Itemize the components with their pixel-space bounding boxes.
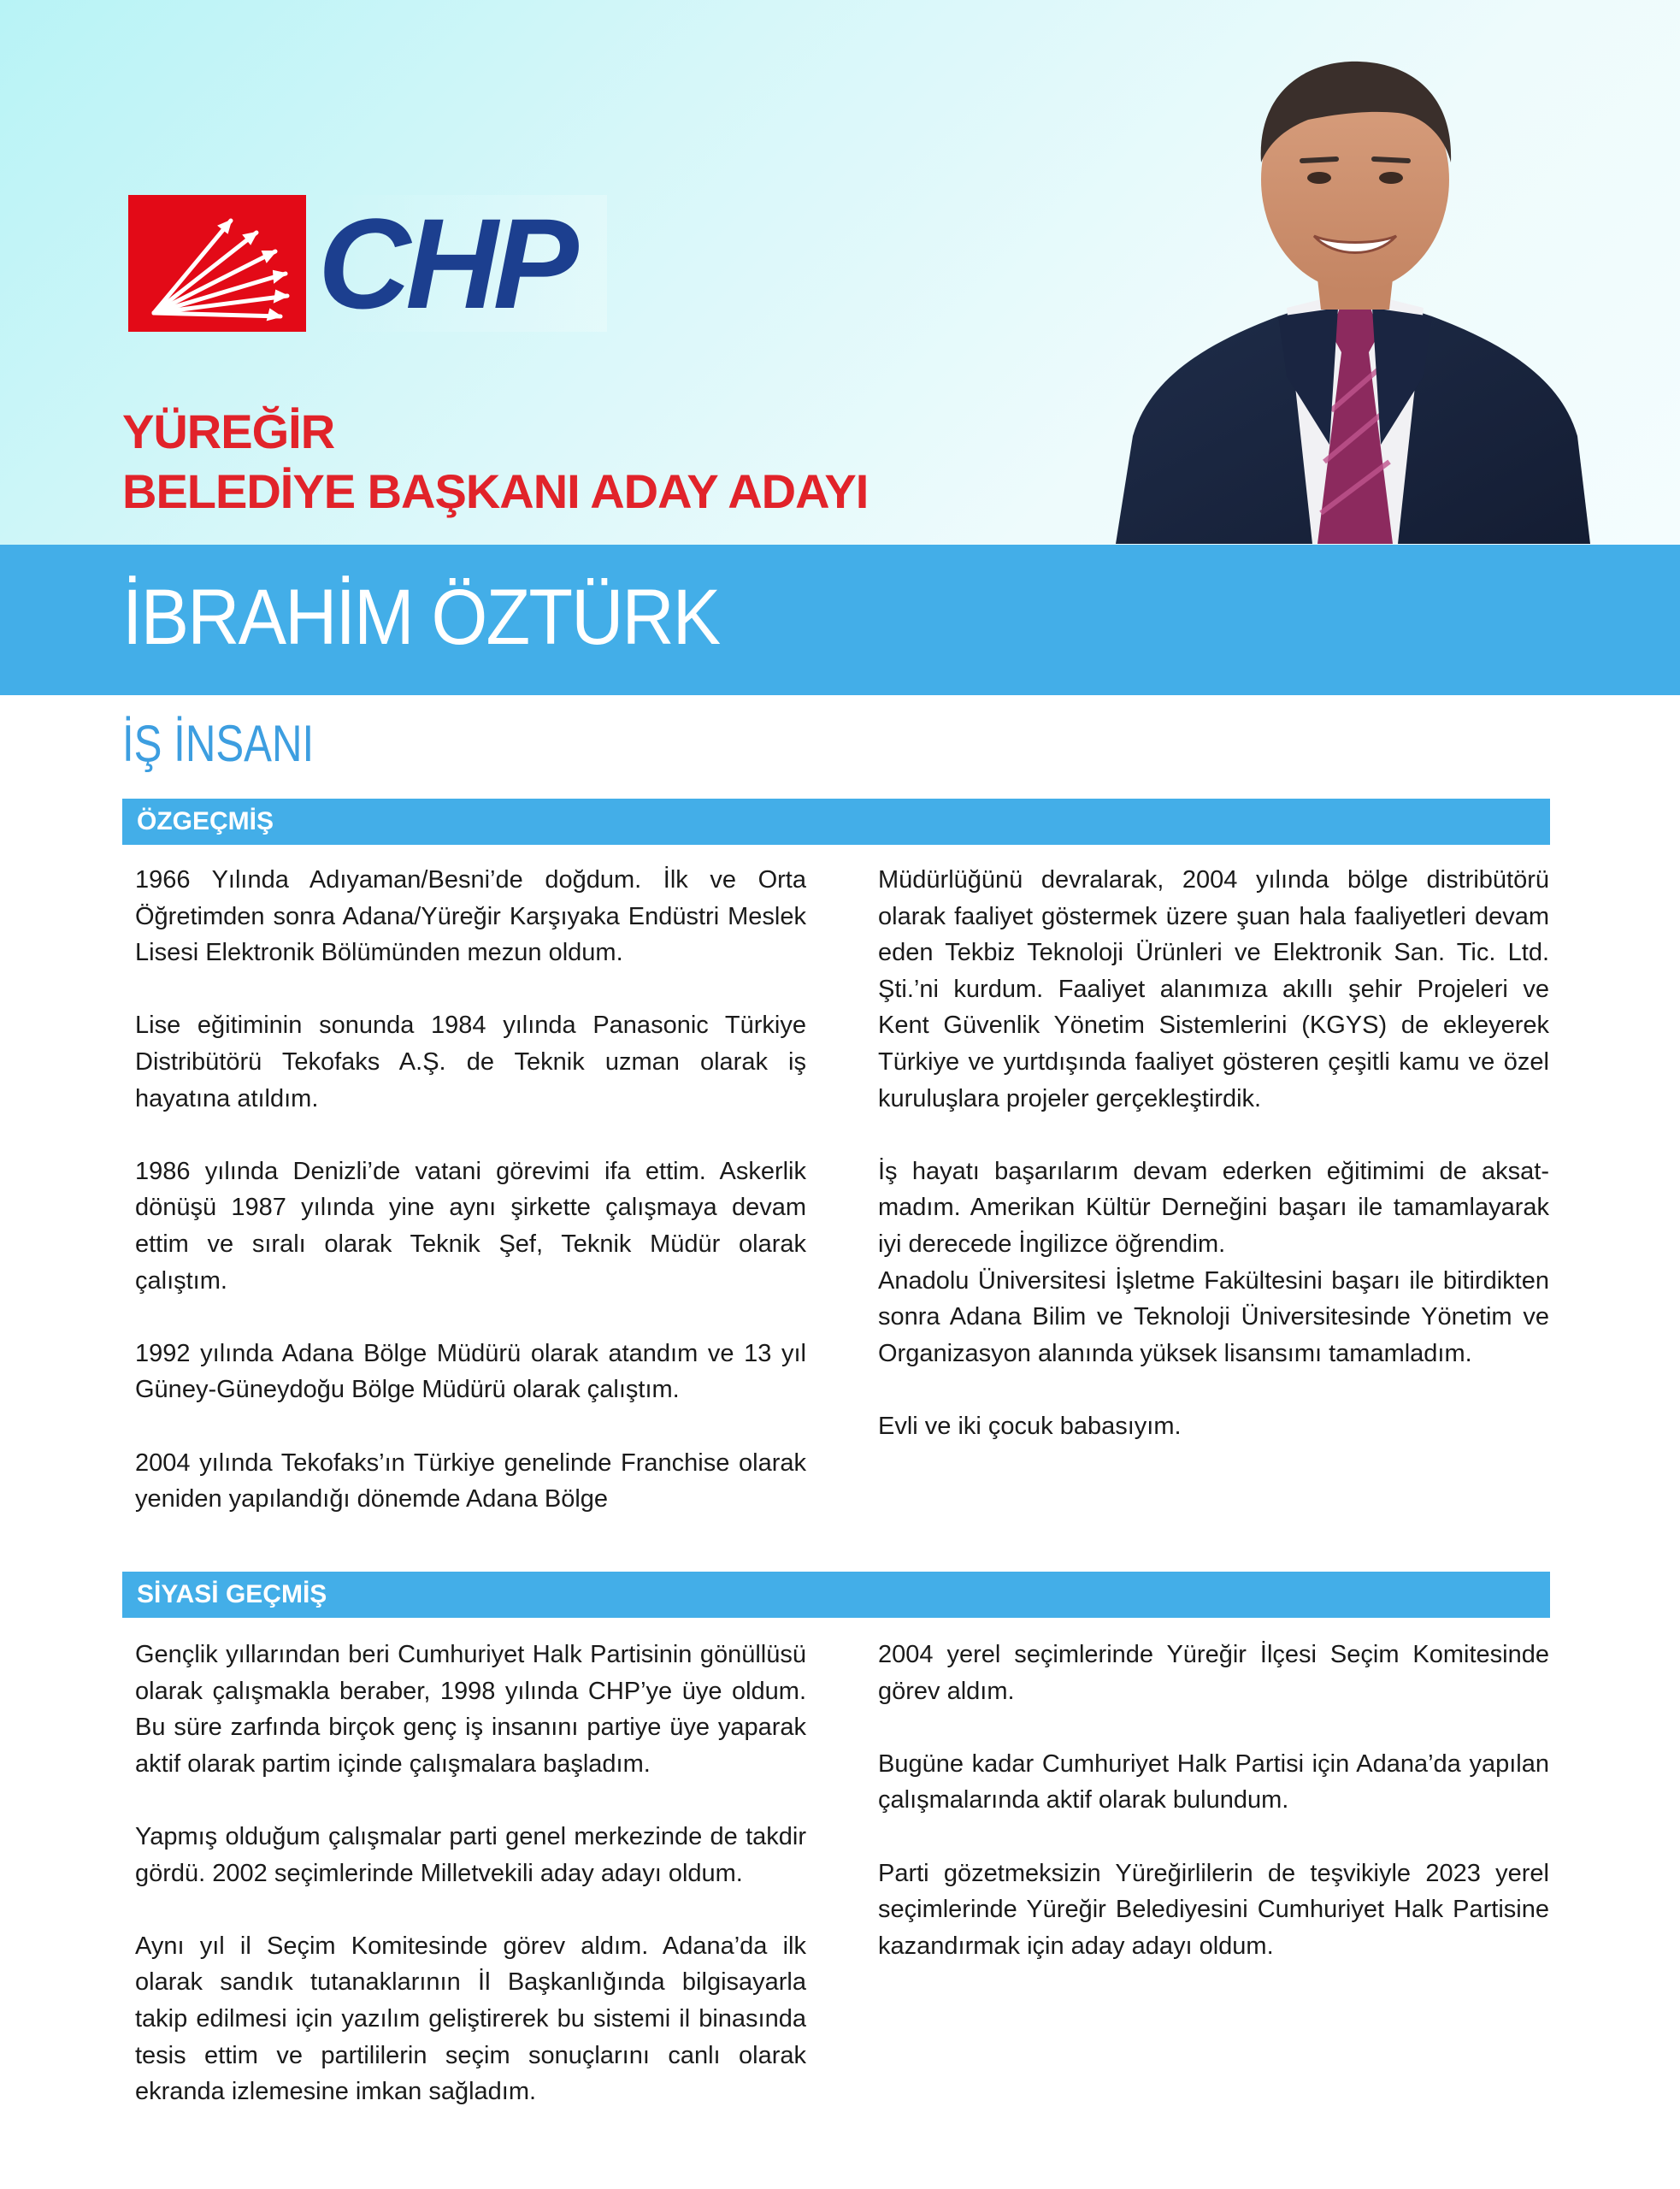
chp-logo-text: CHP: [318, 195, 607, 332]
politics-paragraph: Aynı yıl il Seçim Komitesinde görev aldım. Adana’da ilk olarak sandık tutanaklarının İl Başkanlığında bilgisayarla takip edilmesi için yazılım geliştirerek bu sistemi il binasında tesis ettim ve partililerin seçim sonuçlarını canlı olarak ekranda izlemesine imkan sağladım.: [135, 1932, 806, 2106]
bio-paragraph: İş hayatı başarılarım devam ederken eğitimimi de aksatmadım. Amerikan Kültür Derneğini başarı ile tamamlayarak iyi derecede İngilizce öğrendim.: [878, 1157, 1549, 1258]
politics-section-title: SİYASİ GEÇMİŞ: [137, 1580, 327, 1608]
bio-paragraph: Lise eğitiminin sonunda 1984 yılında Panasonic Türkiye Distribütörü Tekofaks A.Ş. de Teknik uzman olarak iş hayatına atıldım.: [135, 1012, 806, 1112]
candidate-name: İBRAHİM ÖZTÜRK: [122, 574, 720, 661]
politics-paragraph: 2004 yerel seçimlerinde Yüreğir İlçesi Seçim Komitesinde görev aldım.: [878, 1641, 1549, 1705]
subtitle-district: YÜREĞİR: [122, 404, 335, 458]
bio-paragraph: Evli ve iki çocuk babasıyım.: [878, 1412, 1182, 1440]
bio-paragraph: 2004 yılında Tekofaks’ın Türkiye genelinde Franchise olarak yeniden yapılandığı dönemde Adana Bölge: [135, 1449, 806, 1513]
subtitle-position: BELEDİYE BAŞKANI ADAY ADAYI: [122, 464, 869, 518]
six-arrows-icon: [128, 195, 306, 332]
chp-logo: [128, 192, 607, 335]
bio-left-column: [135, 862, 806, 1554]
bio-paragraph: Müdürlüğünü devralarak, 2004 yılında bölge distribütörü olarak faaliyet göstermek üzere şuan hala faaliyetleri devam eden Tekbiz Teknoloji Ürünleri ve Elektronik San. Tic. Ltd. Şti.’ni kurdum. Faaliyet alanımıza akıllı şehir Projeleri ve Kent Güvenlik Yönetim Sistemlerini (KGYS) de ekleyerek Türkiye ve yurtdışında faaliyet gösteren çeşitli kamu ve özel kuruluşlara projeler gerçekleştirdik.: [878, 866, 1549, 1112]
politics-left-column: [135, 1637, 806, 2146]
politics-right-column: [878, 1637, 1549, 2001]
candidate-subtitle: [122, 402, 868, 522]
politics-paragraph: Bugüne kadar Cumhuriyet Halk Partisi için Adana’da yapılan çalışmalarında aktif olarak bulundum.: [878, 1749, 1549, 1814]
politics-paragraph: Yapmış olduğum çalışmalar parti genel merkezinde de takdir gördü. 2002 seçimlerinde Milletvekili aday adayı oldum.: [135, 1822, 806, 1887]
bio-section-bar: [122, 799, 1550, 845]
bio-paragraph: 1966 Yılında Adıyaman/Besni’de doğdum. İlk ve Orta Öğretimden sonra Adana/Yüreğir Karşıyaka Endüstri Meslek Lisesi Elektronik Bölümünden mezun oldum.: [135, 866, 806, 967]
candidate-profession: İŞ İNSANI: [122, 715, 315, 772]
politics-paragraph: Parti gözetmeksizin Yüreğirlilerin de teşvikiyle 2023 yerel seçimlerinde Yüreğir Belediyesini Cumhuriyet Halk Partisine kazandırmak için aday adayı oldum.: [878, 1859, 1549, 1960]
bio-paragraph: Anadolu Üniversitesi İşletme Fakültesini başarı ile bitirdikten sonra Adana Bilim ve Teknoloji Üniversitesinde Yönetim ve Organizasyon alanında yüksek lisansımı tamamladım.: [878, 1266, 1549, 1367]
candidate-portrait: [1116, 34, 1590, 544]
politics-paragraph: Gençlik yıllarından beri Cumhuriyet Halk Partisinin gönüllüsü olarak çalışmakla beraber, 1998 yılında CHP’ye üye oldum. Bu süre zarfında birçok genç iş insanını partiye üye yaparak aktif olarak partim içinde çalışmalara başladım.: [135, 1641, 806, 1778]
bio-right-column: [878, 862, 1549, 1481]
bio-section-title: ÖZGEÇMİŞ: [137, 807, 274, 835]
politics-section-bar: [122, 1572, 1550, 1618]
bio-paragraph: 1986 yılında Denizli’de vatani görevimi ifa ettim. Askerlik dönüşü 1987 yılında yine aynı şirkette çalışmaya devam ettim ve sıralı olarak Teknik Şef, Teknik Müdür olarak çalıştım.: [135, 1157, 806, 1295]
bio-paragraph: 1992 yılında Adana Bölge Müdürü olarak atandım ve 13 yıl Güney-Güneydoğu Bölge Müdürü olarak çalıştım.: [135, 1339, 806, 1404]
